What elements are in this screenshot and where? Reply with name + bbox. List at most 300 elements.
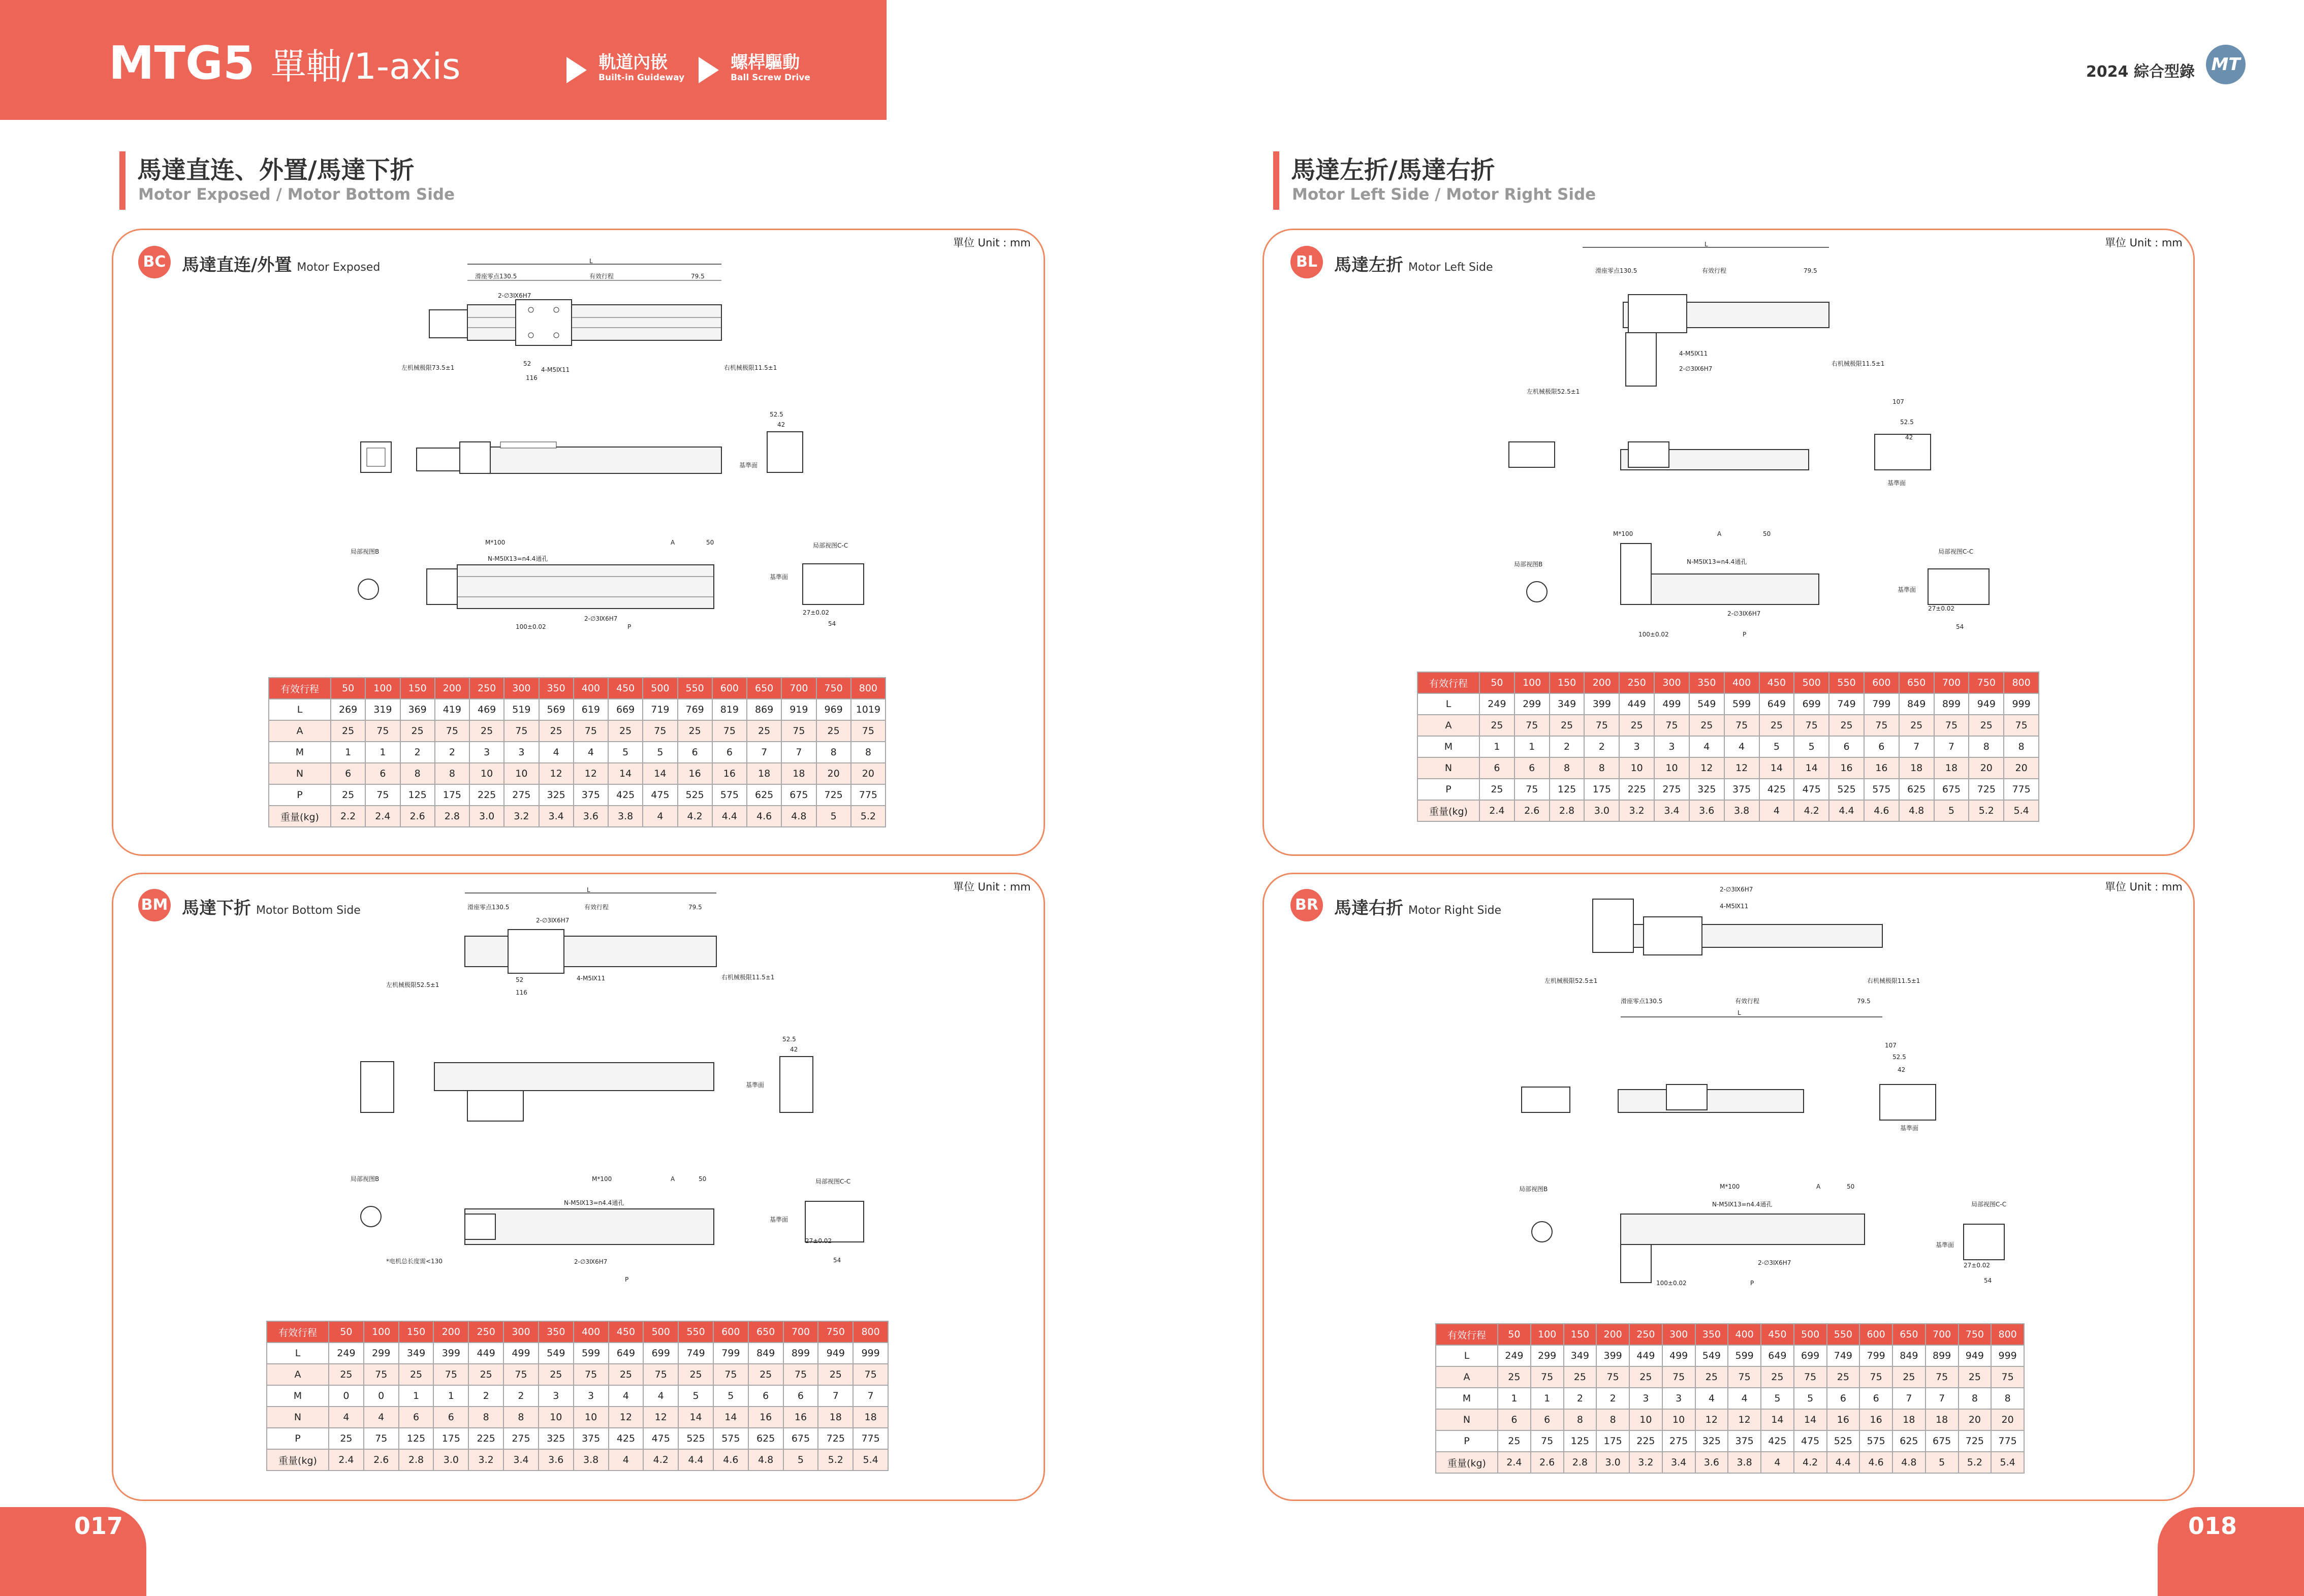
table-cell: 4.2 [1794, 1452, 1827, 1473]
table-cell: 10 [1654, 757, 1689, 779]
table-cell: 18 [1892, 1409, 1926, 1430]
table-cell: 6 [365, 763, 400, 784]
table-cell: 25 [1899, 715, 1934, 736]
stroke-value: 100 [1514, 672, 1550, 693]
table-cell: 399 [1596, 1345, 1629, 1366]
table-cell: 125 [1564, 1430, 1597, 1452]
table-cell: 6 [712, 742, 747, 763]
row-label: N [1417, 757, 1479, 779]
table-cell: 499 [503, 1343, 539, 1364]
table-cell: 4.4 [1829, 800, 1864, 821]
stroke-value: 150 [400, 678, 435, 699]
table-cell: 3.6 [1695, 1452, 1728, 1473]
table-cell: 25 [331, 784, 365, 806]
table-cell: 425 [1761, 1430, 1794, 1452]
table-cell: 4 [643, 1385, 678, 1407]
table-cell: 599 [1728, 1345, 1761, 1366]
svg-text:100±0.02: 100±0.02 [1638, 631, 1669, 638]
table-cell: 4.6 [747, 806, 781, 827]
table-cell: 20 [1991, 1409, 2024, 1430]
stroke-value: 250 [1619, 672, 1654, 693]
table-cell: 25 [331, 720, 365, 742]
table-cell: 299 [1514, 693, 1550, 715]
svg-text:基準面: 基準面 [770, 573, 788, 581]
svg-text:2-∅3Ⅸ6H7: 2-∅3Ⅸ6H7 [574, 1258, 608, 1265]
table-cell: 5.2 [1969, 800, 2004, 821]
table-cell: 75 [365, 784, 400, 806]
table-cell: 799 [713, 1343, 748, 1364]
stroke-value: 600 [1864, 672, 1899, 693]
table-cell: 10 [469, 763, 504, 784]
table-cell: 3.6 [574, 806, 608, 827]
table-cell: 16 [748, 1407, 783, 1428]
table-cell: 4 [364, 1407, 399, 1428]
table-row [1436, 1366, 2024, 1388]
table-cell: 18 [781, 763, 816, 784]
panel-title-bc: 馬達直连/外置 Motor Exposed [182, 255, 381, 275]
svg-text:100±0.02: 100±0.02 [516, 623, 546, 630]
table-cell: 375 [1728, 1430, 1761, 1452]
section-bar [119, 151, 125, 210]
table-cell: 3.0 [433, 1449, 468, 1471]
table-cell: 75 [2004, 715, 2039, 736]
stroke-value: 300 [1654, 672, 1689, 693]
svg-text:L: L [1738, 1009, 1741, 1016]
svg-text:42: 42 [790, 1046, 798, 1053]
svg-text:54: 54 [1984, 1277, 1992, 1284]
table-cell: 6 [678, 742, 712, 763]
unit-label: 單位 Unit : mm [2105, 237, 2183, 249]
svg-text:50: 50 [699, 1175, 707, 1183]
svg-text:滑座零点130.5: 滑座零点130.5 [475, 273, 517, 280]
table-cell: 225 [468, 1428, 503, 1449]
stroke-value: 700 [783, 1321, 818, 1343]
table-cell: 549 [1689, 693, 1724, 715]
table-cell: 16 [678, 763, 712, 784]
table-cell: 3.4 [1662, 1452, 1695, 1473]
table-cell: 4.4 [712, 806, 747, 827]
table-cell: 649 [609, 1343, 644, 1364]
stroke-value: 500 [643, 678, 677, 699]
axis-en: /1-axis [341, 46, 461, 87]
svg-text:42: 42 [1905, 434, 1913, 441]
svg-text:50: 50 [1763, 530, 1771, 537]
table-cell: 775 [851, 784, 886, 806]
table-cell: 12 [539, 763, 574, 784]
svg-text:局部视图C-C: 局部视图C-C [813, 542, 848, 549]
table-cell: 16 [1864, 757, 1899, 779]
table-cell: 7 [1892, 1388, 1926, 1409]
table-cell: 75 [1584, 715, 1619, 736]
table-cell: 75 [574, 720, 608, 742]
table-cell: 14 [608, 763, 643, 784]
table-cell: 3.0 [1596, 1452, 1629, 1473]
stroke-value: 150 [399, 1321, 434, 1343]
table-cell: 3.8 [1728, 1452, 1761, 1473]
stroke-value: 800 [853, 1321, 888, 1343]
table-cell: 4.6 [713, 1449, 748, 1471]
table-cell: 575 [713, 1428, 748, 1449]
table-cell: 749 [1829, 693, 1864, 715]
stroke-value: 800 [851, 678, 886, 699]
svg-text:2-∅3Ⅸ6H7: 2-∅3Ⅸ6H7 [1720, 886, 1753, 893]
table-cell: 2 [1564, 1388, 1597, 1409]
panel-title-bl: 馬達左折 Motor Left Side [1334, 255, 1493, 275]
table-cell: 25 [1629, 1366, 1662, 1388]
table-cell: 2.8 [1550, 800, 1585, 821]
table-cell: 25 [539, 1364, 574, 1385]
row-label: M [269, 742, 331, 763]
table-cell: 425 [609, 1428, 644, 1449]
svg-text:107: 107 [1892, 398, 1904, 405]
table-cell: 75 [1596, 1366, 1629, 1388]
table-cell: 75 [851, 720, 886, 742]
table-cell: 2.4 [329, 1449, 364, 1471]
table-cell: 2.4 [365, 806, 400, 827]
table-cell: 799 [1859, 1345, 1892, 1366]
left-section-subtitle: Motor Exposed / Motor Bottom Side [138, 185, 455, 204]
stroke-value: 600 [712, 678, 747, 699]
table-cell: 725 [1969, 779, 2004, 800]
table-cell: 4.8 [781, 806, 816, 827]
table-cell: 12 [1689, 757, 1724, 779]
table-cell: 2.6 [364, 1449, 399, 1471]
table-cell: 10 [1629, 1409, 1662, 1430]
table-row [1436, 1388, 2024, 1409]
table-cell: 25 [399, 1364, 434, 1385]
table-cell: 225 [1619, 779, 1654, 800]
table-cell: 8 [435, 763, 469, 784]
stroke-value: 150 [1550, 672, 1585, 693]
drawing-bl-top [1519, 241, 1926, 404]
svg-text:54: 54 [828, 620, 836, 627]
table-row [267, 1407, 888, 1428]
table-cell: 599 [1724, 693, 1759, 715]
row-label: N [267, 1407, 329, 1428]
table-cell: 75 [574, 1364, 609, 1385]
stroke-header: 有效行程 [269, 678, 331, 699]
stroke-header: 有效行程 [1417, 672, 1479, 693]
stroke-value: 250 [468, 1321, 503, 1343]
stroke-value: 500 [643, 1321, 678, 1343]
table-cell: 449 [1619, 693, 1654, 715]
table-cell: 699 [1794, 1345, 1827, 1366]
svg-text:42: 42 [777, 421, 785, 428]
stroke-value: 300 [503, 1321, 539, 1343]
section-bar [1273, 151, 1279, 210]
table-cell: 6 [1479, 757, 1514, 779]
table-cell: 75 [781, 720, 816, 742]
stroke-value: 550 [678, 678, 712, 699]
table-cell: 499 [1662, 1345, 1695, 1366]
table-cell: 275 [503, 1428, 539, 1449]
svg-text:79.5: 79.5 [691, 273, 705, 280]
stroke-value: 600 [1859, 1324, 1892, 1345]
table-cell: 449 [468, 1343, 503, 1364]
svg-text:2-∅3Ⅸ6H7: 2-∅3Ⅸ6H7 [1679, 365, 1713, 372]
spec-table-bc [268, 677, 886, 827]
table-cell: 75 [365, 720, 400, 742]
svg-text:27±0.02: 27±0.02 [805, 1237, 832, 1244]
table-cell: 725 [818, 1428, 853, 1449]
row-label: P [267, 1428, 329, 1449]
table-cell: 3 [539, 1385, 574, 1407]
table-cell: 18 [1926, 1409, 1959, 1430]
stroke-value: 100 [365, 678, 400, 699]
table-row [1417, 736, 2039, 757]
table-cell: 4.8 [1892, 1452, 1926, 1473]
row-label: P [1417, 779, 1479, 800]
table-cell: 5 [678, 1385, 713, 1407]
table-cell: 75 [1531, 1430, 1564, 1452]
table-cell: 1 [1479, 736, 1514, 757]
table-cell: 719 [643, 699, 677, 720]
svg-text:L: L [589, 258, 593, 265]
stroke-value: 700 [781, 678, 816, 699]
table-cell: 349 [399, 1343, 434, 1364]
table-cell: 375 [1724, 779, 1759, 800]
stroke-value: 650 [748, 1321, 783, 1343]
table-row [267, 1385, 888, 1407]
table-cell: 6 [1531, 1409, 1564, 1430]
stroke-value: 250 [469, 678, 504, 699]
table-cell: 525 [1827, 1430, 1860, 1452]
table-cell: 4.8 [748, 1449, 783, 1471]
table-cell: 25 [400, 720, 435, 742]
table-cell: 16 [712, 763, 747, 784]
right-section-subtitle: Motor Left Side / Motor Right Side [1292, 185, 1596, 204]
svg-text:P: P [1743, 631, 1747, 638]
table-cell: 325 [539, 1428, 574, 1449]
table-cell: 2 [1596, 1388, 1629, 1409]
table-cell: 3.4 [1654, 800, 1689, 821]
table-cell: 299 [1531, 1345, 1564, 1366]
table-cell: 675 [783, 1428, 818, 1449]
table-cell: 16 [783, 1407, 818, 1428]
table-cell: 18 [747, 763, 781, 784]
unit-label: 單位 Unit : mm [2105, 881, 2183, 893]
table-cell: 249 [1498, 1345, 1531, 1366]
table-cell: 25 [1619, 715, 1654, 736]
table-cell: 12 [609, 1407, 644, 1428]
table-cell: 12 [1728, 1409, 1761, 1430]
table-cell: 949 [1959, 1345, 1992, 1366]
row-label: L [269, 699, 331, 720]
table-cell: 2 [1584, 736, 1619, 757]
table-cell: 3.2 [468, 1449, 503, 1471]
svg-text:54: 54 [833, 1257, 841, 1264]
svg-text:52: 52 [523, 360, 531, 367]
table-cell: 2.4 [1498, 1452, 1531, 1473]
table-cell: 5 [1934, 800, 1969, 821]
table-cell: 675 [781, 784, 816, 806]
stroke-value: 750 [1969, 672, 2004, 693]
table-cell: 75 [1859, 1366, 1892, 1388]
table-cell: 4 [329, 1407, 364, 1428]
svg-text:4-M5Ⅸ11: 4-M5Ⅸ11 [1720, 903, 1749, 910]
page-number-left: 017 [0, 1507, 146, 1596]
drawing-br-top [1544, 884, 1971, 1031]
table-cell: 2 [468, 1385, 503, 1407]
table-cell: 325 [539, 784, 574, 806]
table-cell: 375 [574, 1428, 609, 1449]
table-cell: 10 [1619, 757, 1654, 779]
table-cell: 1 [365, 742, 400, 763]
svg-text:P: P [1750, 1280, 1754, 1287]
table-cell: 10 [504, 763, 539, 784]
table-cell: 25 [748, 1364, 783, 1385]
table-cell: 3 [1629, 1388, 1662, 1409]
table-cell: 7 [781, 742, 816, 763]
svg-text:N-M5Ⅸ13=n4.4通孔: N-M5Ⅸ13=n4.4通孔 [488, 555, 548, 562]
table-cell: 5 [608, 742, 643, 763]
table-cell: 7 [747, 742, 781, 763]
table-cell: 25 [1498, 1366, 1531, 1388]
table-cell: 25 [1759, 715, 1794, 736]
table-cell: 249 [1479, 693, 1514, 715]
svg-text:局部视图B: 局部视图B [351, 1175, 380, 1183]
table-cell: 18 [853, 1407, 888, 1428]
table-cell: 4.8 [1899, 800, 1934, 821]
table-cell: 3.4 [503, 1449, 539, 1471]
model-name: MTG5 [109, 37, 255, 90]
svg-text:局部视图B: 局部视图B [1514, 561, 1543, 568]
table-cell: 899 [1934, 693, 1969, 715]
table-cell: 5.4 [853, 1449, 888, 1471]
table-cell: 1 [1531, 1388, 1564, 1409]
table-cell: 1 [433, 1385, 468, 1407]
table-cell: 4 [1695, 1388, 1728, 1409]
table-cell: 1019 [851, 699, 886, 720]
stroke-value: 500 [1794, 672, 1829, 693]
table-cell: 0 [364, 1385, 399, 1407]
table-cell: 25 [678, 720, 712, 742]
svg-text:N-M5Ⅸ13=n4.4通孔: N-M5Ⅸ13=n4.4通孔 [1712, 1201, 1773, 1208]
stroke-value: 350 [539, 1321, 574, 1343]
svg-text:A: A [671, 1175, 675, 1183]
svg-text:79.5: 79.5 [688, 904, 702, 911]
left-section-title: 馬達直连、外置/馬達下折 [137, 156, 415, 184]
table-cell: 175 [1584, 779, 1619, 800]
stroke-value: 700 [1934, 672, 1969, 693]
svg-text:滑座零点130.5: 滑座零点130.5 [1595, 267, 1637, 274]
table-cell: 625 [1899, 779, 1934, 800]
drawing-bm-bottom [340, 1171, 879, 1288]
table-cell: 769 [678, 699, 712, 720]
table-cell: 2 [435, 742, 469, 763]
table-cell: 14 [1761, 1409, 1794, 1430]
svg-text:M*100: M*100 [592, 1175, 612, 1183]
svg-text:P: P [625, 1276, 629, 1283]
table-cell: 8 [851, 742, 886, 763]
table-cell: 6 [433, 1407, 468, 1428]
table-cell: 669 [608, 699, 643, 720]
table-cell: 8 [1969, 736, 2004, 757]
table-cell: 3 [469, 742, 504, 763]
table-cell: 25 [609, 1364, 644, 1385]
svg-text:116: 116 [526, 374, 538, 381]
table-cell: 5.2 [1959, 1452, 1992, 1473]
table-cell: 3.2 [504, 806, 539, 827]
table-cell: 20 [1959, 1409, 1992, 1430]
badge-bc: BC [138, 246, 171, 278]
table-cell: 3 [504, 742, 539, 763]
catalog-label: 2024 綜合型錄 [2086, 63, 2195, 81]
table-cell: 525 [678, 1428, 713, 1449]
stroke-value: 650 [747, 678, 781, 699]
table-cell: 3.8 [574, 1449, 609, 1471]
table-cell: 25 [1959, 1366, 1992, 1388]
table-cell: 75 [713, 1364, 748, 1385]
table-row [267, 1428, 888, 1449]
svg-text:2-∅3Ⅸ6H7: 2-∅3Ⅸ6H7 [498, 292, 531, 299]
svg-text:基準面: 基準面 [1936, 1241, 1954, 1249]
table-cell: 25 [469, 720, 504, 742]
table-row [267, 1343, 888, 1364]
drawing-bm-top [386, 888, 818, 1000]
table-row [1436, 1430, 2024, 1452]
table-cell: 4.4 [1827, 1452, 1860, 1473]
table-cell: 25 [1827, 1366, 1860, 1388]
table-cell: 25 [329, 1428, 364, 1449]
svg-text:基準面: 基準面 [1900, 1125, 1919, 1132]
table-cell: 4 [1759, 800, 1794, 821]
table-cell: 25 [329, 1364, 364, 1385]
stroke-header: 有效行程 [267, 1321, 329, 1343]
stroke-value: 350 [1695, 1324, 1728, 1345]
stroke-value: 200 [1596, 1324, 1629, 1345]
table-cell: 549 [1695, 1345, 1728, 1366]
table-row [1436, 1452, 2024, 1473]
table-cell: 75 [1514, 715, 1550, 736]
table-cell: 499 [1654, 693, 1689, 715]
svg-text:4-M5Ⅸ11: 4-M5Ⅸ11 [577, 975, 606, 982]
play-triangle-icon [699, 57, 719, 83]
table-cell: 75 [712, 720, 747, 742]
table-cell: 249 [329, 1343, 364, 1364]
table-row [269, 699, 886, 720]
table-cell: 525 [1829, 779, 1864, 800]
table-cell: 25 [608, 720, 643, 742]
svg-text:79.5: 79.5 [1804, 267, 1817, 274]
table-cell: 12 [1724, 757, 1759, 779]
table-cell: 8 [1564, 1409, 1597, 1430]
stroke-value: 800 [2004, 672, 2039, 693]
table-cell: 299 [364, 1343, 399, 1364]
table-cell: 675 [1934, 779, 1969, 800]
table-cell: 25 [1564, 1366, 1597, 1388]
table-cell: 25 [1829, 715, 1864, 736]
table-cell: 949 [818, 1343, 853, 1364]
table-cell: 18 [1899, 757, 1934, 779]
table-cell: 4 [643, 806, 677, 827]
table-cell: 6 [783, 1385, 818, 1407]
table-cell: 5 [713, 1385, 748, 1407]
table-cell: 1 [1498, 1388, 1531, 1409]
table-cell: 269 [331, 699, 365, 720]
table-cell: 14 [1794, 757, 1829, 779]
table-row [1436, 1345, 2024, 1366]
svg-text:L: L [1705, 241, 1708, 248]
table-cell: 369 [400, 699, 435, 720]
table-cell: 75 [853, 1364, 888, 1385]
table-cell: 2 [400, 742, 435, 763]
table-cell: 275 [1654, 779, 1689, 800]
table-cell: 8 [1550, 757, 1585, 779]
table-cell: 4 [1728, 1388, 1761, 1409]
table-cell: 6 [399, 1407, 434, 1428]
table-cell: 4.4 [678, 1449, 713, 1471]
